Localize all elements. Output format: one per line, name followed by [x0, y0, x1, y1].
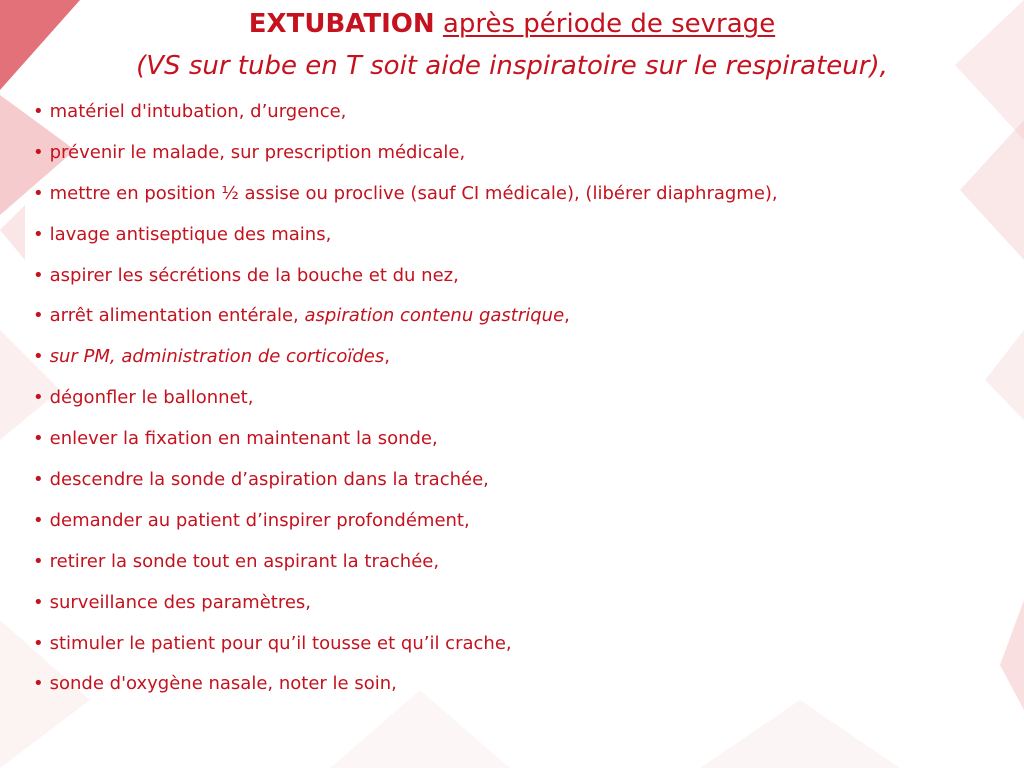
bullet-text: demander au patient d’inspirer profondément, [49, 509, 470, 531]
slide-subtitle: (VS sur tube en T soit aide inspiratoire sur le respirateur), [136, 51, 888, 81]
bullet-text-italic: sur PM, administration de corticoïdes [49, 346, 385, 368]
bullet-item [33, 631, 778, 672]
bullet-dot: • [33, 591, 44, 613]
bullet-text: aspirer les sécrétions de la bouche et du nez, [49, 264, 459, 286]
bullet-text: sonde d'oxygène nasale, noter le soin, [49, 673, 397, 695]
bullet-text: stimuler le patient pour qu’il tousse et qu’il crache, [49, 632, 512, 654]
bullet-text: surveillance des paramètres, [49, 591, 312, 613]
bullet-text: mettre en position ½ assise ou proclive (sauf CI médicale), (libérer diaphragme), [49, 182, 778, 204]
bullet-item [33, 99, 778, 140]
bullet-item [33, 508, 778, 549]
bullet-dot: • [33, 305, 44, 327]
bullet-list [33, 99, 778, 712]
bullet-dot: • [33, 141, 44, 163]
bullet-item [33, 385, 778, 426]
bullet-dot: • [33, 346, 44, 368]
slide-title [0, 9, 1024, 39]
bullet-text: dégonfler le ballonnet, [49, 387, 254, 409]
bullet-dot: • [33, 387, 44, 409]
bullet-text-tail: , [384, 346, 390, 368]
bullet-item [33, 549, 778, 590]
bullet-dot: • [33, 264, 44, 286]
bullet-text: enlever la fixation en maintenant la sonde, [49, 428, 438, 450]
bullet-dot: • [33, 223, 44, 245]
bullet-item [33, 140, 778, 181]
bullet-item [33, 467, 778, 508]
bullet-dot: • [33, 428, 44, 450]
bullet-dot: • [33, 509, 44, 531]
title-keyword: EXTUBATION [248, 9, 435, 39]
bullet-item [33, 263, 778, 304]
bullet-dot: • [33, 632, 44, 654]
bullet-text-italic: aspiration contenu gastrique [304, 305, 565, 327]
bullet-dot: • [33, 101, 44, 122]
bullet-text: prévenir le malade, sur prescription médicale, [49, 141, 466, 163]
bullet-item [33, 426, 778, 467]
bullet-dot: • [33, 182, 44, 204]
bullet-text: retirer la sonde tout en aspirant la trachée, [49, 550, 440, 572]
bullet-text: lavage antiseptique des mains, [49, 223, 332, 245]
bullet-text: matériel d'intubation, d’urgence, [49, 101, 347, 122]
bullet-dot: • [33, 469, 44, 491]
bullet-text: arrêt alimentation entérale, [49, 305, 305, 327]
bullet-dot: • [33, 673, 44, 695]
title-qualifier: après période de sevrage [442, 9, 776, 39]
bullet-text: descendre la sonde d’aspiration dans la trachée, [49, 469, 489, 491]
bullet-item [33, 671, 778, 712]
bullet-item [33, 222, 778, 263]
bullet-text-tail: , [564, 305, 570, 327]
bullet-item [33, 344, 778, 385]
bullet-dot: • [33, 550, 44, 572]
bullet-item [33, 590, 778, 631]
bullet-item [33, 303, 778, 344]
bullet-item [33, 181, 778, 222]
